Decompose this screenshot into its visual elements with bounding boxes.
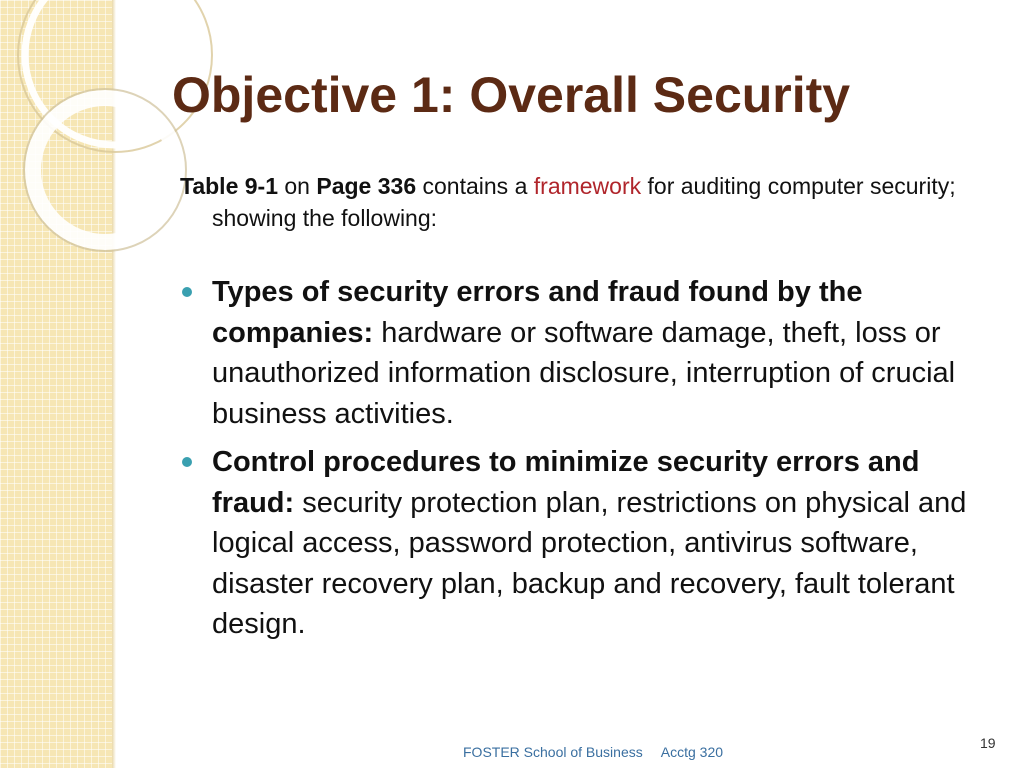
bullet-heading: Control procedures to minimize security errors and fraud: <box>212 446 920 519</box>
table-reference: Table 9-1 <box>180 173 278 199</box>
bullet-dot-icon <box>182 287 192 297</box>
intro-paragraph <box>180 170 972 234</box>
intro-on: on <box>278 173 317 199</box>
slide-number: 19 <box>980 735 996 751</box>
page-reference: Page 336 <box>316 173 417 199</box>
framework-highlight: framework <box>533 173 642 199</box>
bullet-security-errors <box>180 272 980 434</box>
ring-small-shade <box>24 89 186 251</box>
ring-ornament <box>0 0 200 260</box>
bullet-heading: Types of security errors and fraud found by the companies: <box>212 276 863 349</box>
bullet-control-procedures <box>180 442 980 645</box>
intro-rest: for auditing computer security; showing the following: <box>212 173 956 231</box>
intro-contains: contains a <box>416 173 534 199</box>
bullet-dot-icon <box>182 457 192 467</box>
slide-footer <box>463 744 723 760</box>
ring-small <box>33 98 177 242</box>
slide-title: Objective 1: Overall Security <box>172 67 851 123</box>
bullet-body: security protection plan, restrictions on physical and logical access, password protection, antivirus software, disaster recovery plan, backup and recovery, fault tolerant design. <box>212 486 967 640</box>
footer-school: FOSTER School of Business <box>463 744 643 760</box>
footer-course: Acctg 320 <box>660 744 724 760</box>
bullet-list <box>180 272 980 653</box>
bullet-body: hardware or software damage, theft, loss or unauthorized information disclosure, interruption of crucial business activities. <box>212 316 956 430</box>
